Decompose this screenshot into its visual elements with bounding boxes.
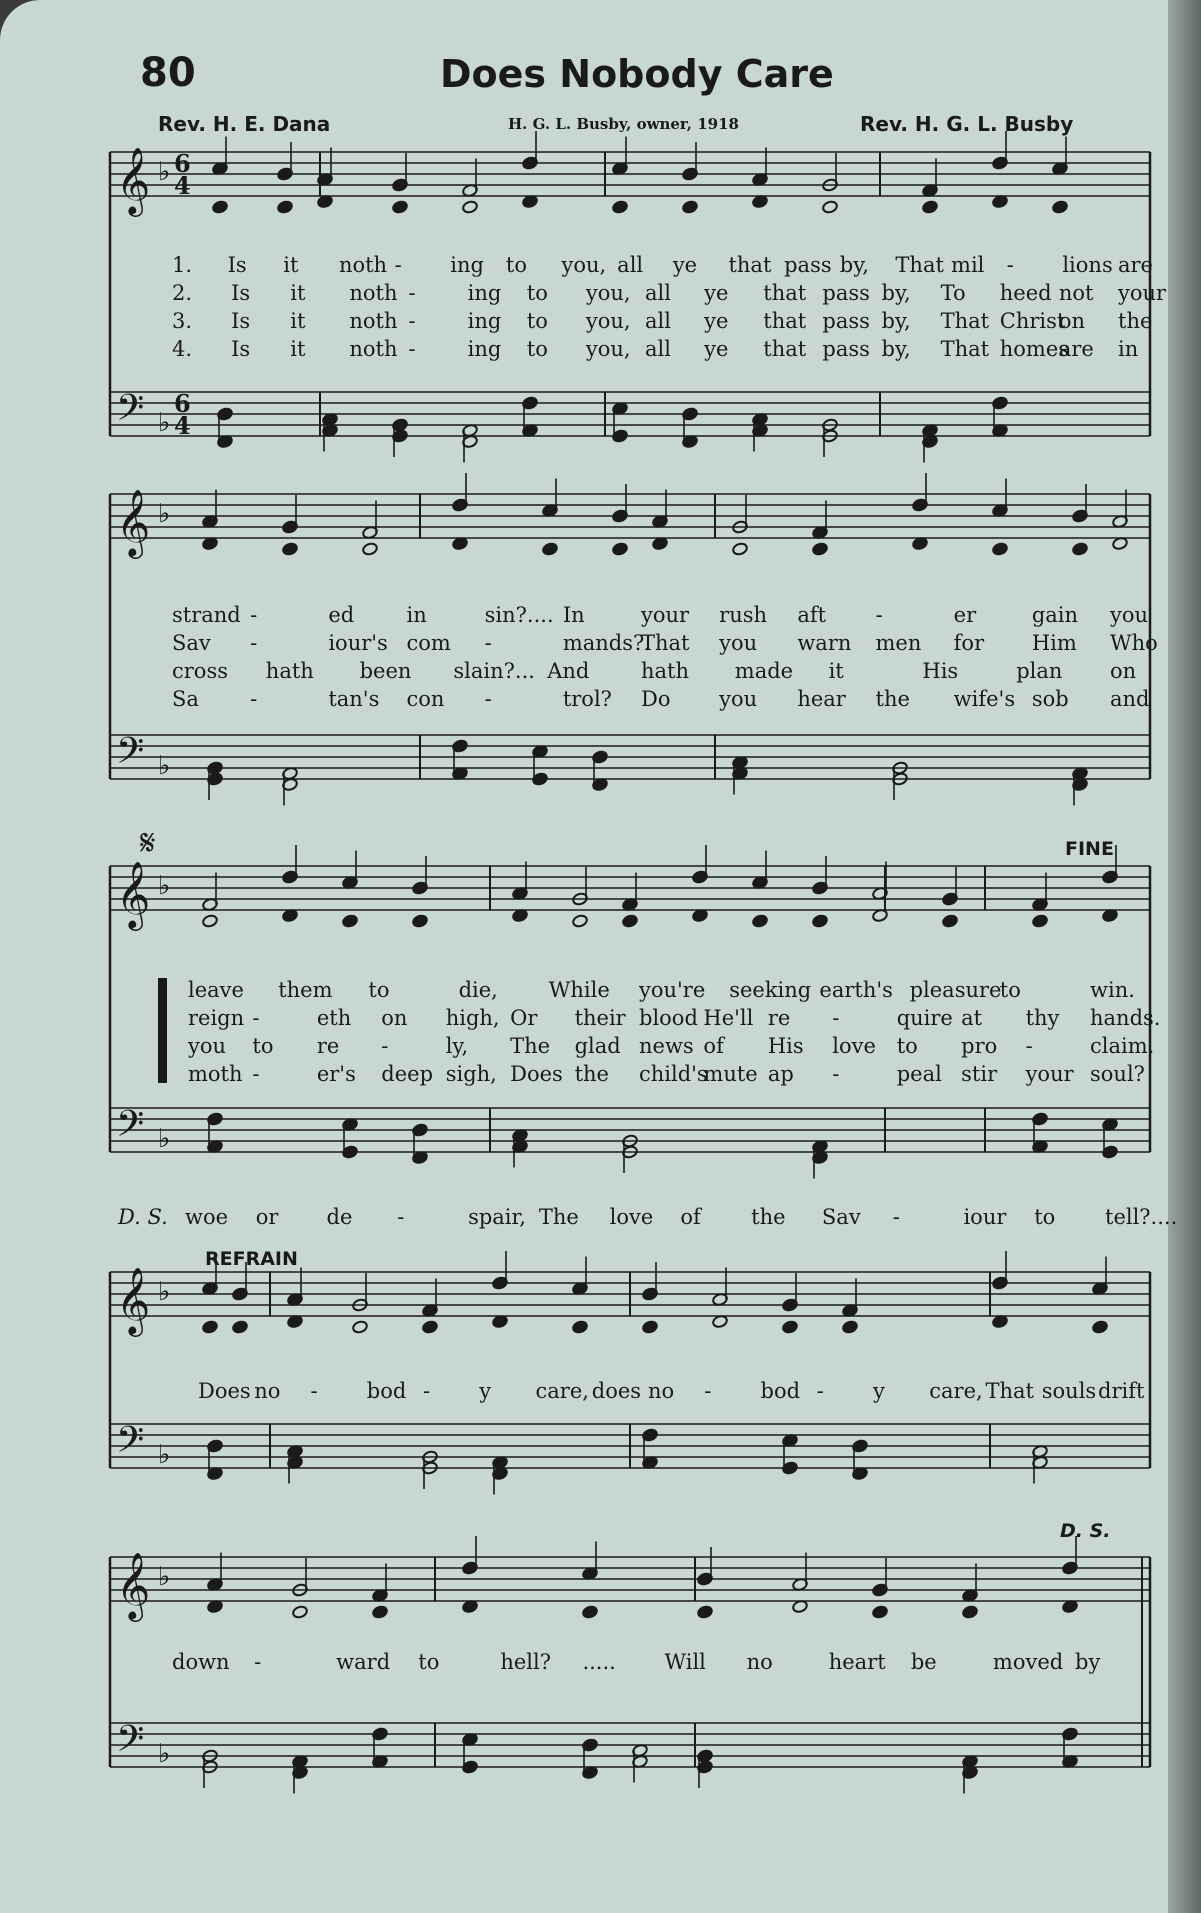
lyric-syllable: -: [875, 603, 883, 627]
lyric-syllable: ed: [328, 603, 355, 627]
lyric-syllable: iour's: [328, 631, 388, 655]
lyric-syllable: That: [940, 337, 990, 361]
lyric-syllable: hear: [797, 687, 846, 711]
lyric-syllable: you: [188, 1034, 227, 1058]
lyric-syllable: -: [250, 603, 258, 627]
lyric-syllable: win.: [1090, 978, 1135, 1002]
lyric-syllable: die,: [458, 978, 498, 1002]
lyric-syllable: Is: [227, 253, 247, 277]
note-head: [572, 1320, 589, 1334]
note-head: [642, 1320, 659, 1334]
copyright-credit: H. G. L. Busby, owner, 1918: [508, 115, 739, 133]
lyric-syllable: your: [641, 603, 690, 627]
lyric-syllable: glad: [574, 1034, 621, 1058]
ds-lyric-syllable: The: [538, 1205, 579, 1229]
note-head: [942, 914, 959, 928]
lyric-syllable: He'll: [703, 1006, 754, 1030]
lyric-syllable: Do: [641, 687, 671, 711]
note-head: [582, 1605, 599, 1619]
lyric-syllable: for: [953, 631, 985, 655]
lyric-syllable: ap: [767, 1062, 794, 1086]
note-head: [202, 914, 219, 928]
lyric-syllable: thy: [1025, 1006, 1060, 1030]
lyric-syllable: claim.: [1090, 1034, 1155, 1058]
lyric-syllable: you: [719, 687, 758, 711]
lyric-syllable: slain?...: [453, 659, 535, 683]
lyric-syllable: -: [484, 631, 492, 655]
lyric-syllable: pro: [961, 1034, 998, 1058]
lyric-syllable: your: [1118, 281, 1167, 305]
note-head: [812, 914, 829, 928]
hymn-number: 80: [140, 50, 196, 96]
note-head: [342, 914, 359, 928]
lyric-syllable: to: [368, 978, 390, 1002]
lyric-syllable: ye: [704, 309, 729, 333]
lyric-syllable: all: [645, 309, 671, 333]
lyric-syllable: strand: [172, 603, 241, 627]
lyric-syllable: the: [574, 1062, 609, 1086]
lyric-syllable: -: [254, 1650, 262, 1674]
lyric-syllable: heart: [828, 1650, 886, 1674]
lyric-syllable: pass: [822, 309, 870, 333]
key-signature-flat: ♭: [158, 751, 171, 781]
lyric-syllable: child's: [639, 1062, 708, 1086]
lyric-syllable: at: [961, 1006, 983, 1030]
ds-lyric-syllable: de: [326, 1205, 353, 1229]
lyric-syllable: -: [408, 281, 416, 305]
note-head: [282, 542, 299, 556]
lyricist-credit: Rev. H. E. Dana: [158, 112, 331, 136]
key-signature-flat: ♭: [158, 157, 171, 187]
refrain-lyric-syllable: -: [310, 1379, 318, 1403]
lyric-syllable: 1.: [172, 253, 193, 277]
lyric-syllable: to: [526, 309, 548, 333]
key-signature-flat: ♭: [158, 1124, 171, 1154]
lyric-syllable: to: [526, 337, 548, 361]
lyric-syllable: are: [1058, 337, 1094, 361]
lyric-syllable: -: [252, 1062, 260, 1086]
note-head: [922, 200, 939, 214]
note-head: [612, 200, 629, 214]
note-head: [392, 200, 409, 214]
segno-sign: 𝄋: [140, 823, 156, 864]
refrain-lyric-syllable: -: [704, 1379, 712, 1403]
lyric-syllable: wife's: [953, 687, 1016, 711]
lyric-syllable: you,: [585, 337, 631, 361]
lyric-syllable: Is: [231, 281, 251, 305]
lyric-syllable: it: [828, 659, 844, 683]
lyric-syllable: Him: [1031, 631, 1077, 655]
lyric-syllable: ing: [467, 337, 502, 361]
refrain-lyric-syllable: care,: [535, 1379, 589, 1403]
lyric-syllable: warn: [797, 631, 852, 655]
lyric-syllable: 2.: [172, 281, 193, 305]
treble-clef: 𝄞: [116, 488, 151, 556]
key-signature-flat: ♭: [158, 1277, 171, 1307]
key-signature-flat: ♭: [158, 1739, 171, 1769]
lyric-syllable: noth: [349, 309, 398, 333]
note-head: [372, 1605, 389, 1619]
bass-clef: 𝄢: [116, 1718, 145, 1769]
lyric-syllable: sob: [1031, 687, 1069, 711]
lyric-syllable: all: [645, 281, 671, 305]
note-head: [462, 200, 479, 214]
lyric-syllable: it: [290, 281, 306, 305]
lyric-syllable: mil: [951, 253, 985, 277]
lyric-syllable: tan's: [328, 687, 380, 711]
lyric-syllable: seeking: [729, 978, 812, 1002]
lyric-syllable: love: [832, 1034, 876, 1058]
ds-lyric-syllable: -: [397, 1205, 405, 1229]
lyric-syllable: ing: [467, 309, 502, 333]
lyric-syllable: -: [832, 1006, 840, 1030]
refrain-lyric-syllable: That: [985, 1379, 1034, 1403]
lyric-syllable: -: [408, 337, 416, 361]
bass-clef: 𝄢: [116, 730, 145, 781]
lyric-syllable: -: [250, 631, 258, 655]
lyric-syllable: you: [1110, 603, 1149, 627]
lyric-syllable: er: [953, 603, 977, 627]
lyric-syllable: re: [767, 1006, 791, 1030]
lyric-syllable: men: [875, 631, 922, 655]
lyric-syllable: all: [617, 253, 644, 277]
time-signature-bottom: 4: [174, 411, 191, 440]
lyric-syllable: That: [895, 253, 944, 277]
lyric-syllable: 4.: [172, 337, 193, 361]
lyric-syllable: homes: [999, 337, 1070, 361]
lyric-syllable: ing: [450, 253, 484, 277]
note-head: [682, 200, 699, 214]
lyric-syllable: .....: [582, 1650, 616, 1674]
lyric-syllable: ly,: [445, 1034, 469, 1058]
key-signature-flat: ♭: [158, 871, 171, 901]
lyric-syllable: you're: [639, 978, 706, 1002]
lyric-syllable: no: [746, 1650, 773, 1674]
lyric-syllable: ing: [467, 281, 502, 305]
refrain-lyric-syllable: -: [423, 1379, 431, 1403]
lyric-syllable: reign: [188, 1006, 245, 1030]
lyric-syllable: To: [940, 281, 966, 305]
lyric-syllable: con: [406, 687, 445, 711]
note-head: [412, 914, 429, 928]
note-head: [872, 1605, 889, 1619]
treble-clef: 𝄞: [116, 146, 151, 214]
note-head: [962, 1605, 979, 1619]
time-signature-top: 6: [174, 149, 191, 178]
lyric-syllable: ward: [336, 1650, 391, 1674]
ds-lyric-syllable: or: [255, 1205, 279, 1229]
refrain-lyric-syllable: no: [254, 1379, 281, 1403]
ds-lyric-syllable: of: [680, 1205, 701, 1229]
lyric-syllable: by,: [881, 281, 911, 305]
treble-clef: 𝄞: [116, 1551, 151, 1619]
note-head: [277, 200, 294, 214]
note-head: [572, 914, 589, 928]
ds-end-marking: D. S.: [1060, 1520, 1111, 1542]
lyric-syllable: -: [408, 309, 416, 333]
lyric-syllable: pass: [822, 281, 870, 305]
ds-lyric-syllable: iour: [963, 1205, 1007, 1229]
lyric-syllable: 3.: [172, 309, 193, 333]
lyric-syllable: by,: [839, 253, 869, 277]
lyric-syllable: moth: [188, 1062, 243, 1086]
note-head: [697, 1605, 714, 1619]
lyric-syllable: er's: [316, 1062, 356, 1086]
lyric-syllable: In: [562, 603, 585, 627]
ds-lyric-syllable: the: [751, 1205, 786, 1229]
lyric-syllable: lions: [1062, 253, 1113, 277]
lyric-syllable: Christ: [999, 309, 1066, 333]
lyric-syllable: While: [548, 978, 610, 1002]
note-head: [422, 1320, 439, 1334]
note-head: [622, 914, 639, 928]
lyric-syllable: on: [381, 1006, 408, 1030]
lyric-syllable: them: [278, 978, 333, 1002]
lyric-syllable: Is: [231, 309, 251, 333]
lyric-syllable: blood: [639, 1006, 698, 1030]
lyric-syllable: their: [574, 1006, 626, 1030]
lyric-syllable: it: [290, 337, 306, 361]
note-head: [1052, 200, 1069, 214]
lyric-syllable: to: [526, 281, 548, 305]
lyric-syllable: Sav: [172, 631, 211, 655]
lyric-syllable: rush: [719, 603, 768, 627]
lyric-syllable: to: [505, 253, 527, 277]
lyric-syllable: in: [1118, 337, 1139, 361]
lyric-syllable: all: [645, 337, 671, 361]
lyric-syllable: not: [1058, 281, 1094, 305]
note-head: [842, 1320, 859, 1334]
note-head: [812, 542, 829, 556]
lyric-syllable: you: [719, 631, 758, 655]
lyric-syllable: -: [1025, 1034, 1033, 1058]
lyric-syllable: that: [763, 337, 807, 361]
note-head: [232, 1320, 249, 1334]
lyric-syllable: the: [875, 687, 910, 711]
note-head: [732, 542, 749, 556]
lyric-syllable: in: [406, 603, 427, 627]
lyric-syllable: heed: [999, 281, 1052, 305]
lyric-syllable: quire: [896, 1006, 953, 1030]
lyric-syllable: ye: [704, 337, 729, 361]
note-head: [362, 542, 379, 556]
lyric-syllable: your: [1025, 1062, 1074, 1086]
lyric-syllable: to: [896, 1034, 918, 1058]
lyric-syllable: Does: [510, 1062, 563, 1086]
note-head: [782, 1320, 799, 1334]
note-head: [822, 200, 839, 214]
lyric-syllable: you,: [561, 253, 607, 277]
lyric-syllable: sigh,: [445, 1062, 497, 1086]
bass-clef: 𝄢: [116, 1103, 145, 1154]
bass-clef: 𝄢: [116, 1419, 145, 1470]
lyric-syllable: soul?: [1090, 1062, 1145, 1086]
lyric-syllable: com: [406, 631, 451, 655]
lyric-syllable: gain: [1031, 603, 1079, 627]
lyric-syllable: pleasure: [909, 978, 1002, 1002]
lyric-syllable: trol?: [562, 687, 612, 711]
lyric-syllable: mute: [703, 1062, 758, 1086]
fine-marking: FINE: [1065, 838, 1114, 860]
lyric-syllable: sin?....: [484, 603, 554, 627]
lyric-syllable: stir: [961, 1062, 998, 1086]
hymn-title: Does Nobody Care: [440, 52, 834, 96]
refrain-lyric-syllable: bod: [760, 1379, 801, 1403]
lyric-syllable: -: [1006, 253, 1014, 277]
lyric-syllable: that: [763, 281, 807, 305]
refrain-lyric-syllable: no: [648, 1379, 675, 1403]
ds-lyric-syllable: Sav: [821, 1205, 861, 1229]
lyric-syllable: to: [252, 1034, 274, 1058]
note-head: [542, 542, 559, 556]
lyric-syllable: mands?.: [562, 631, 651, 655]
lyric-syllable: eth: [316, 1006, 352, 1030]
lyric-syllable: re: [316, 1034, 340, 1058]
ds-label: D. S.: [118, 1205, 168, 1229]
ds-lyric-syllable: -: [892, 1205, 900, 1229]
lyric-syllable: ye: [704, 281, 729, 305]
lyric-syllable: peal: [896, 1062, 942, 1086]
lyric-syllable: to: [418, 1650, 440, 1674]
ds-lyric-syllable: love: [609, 1205, 654, 1229]
lyric-syllable: hell?: [500, 1650, 552, 1674]
lyric-syllable: by: [1075, 1650, 1101, 1674]
lyric-syllable: and: [1110, 687, 1150, 711]
lyric-syllable: noth: [338, 253, 388, 277]
lyric-syllable: His: [767, 1034, 804, 1058]
lyric-syllable: down: [172, 1650, 230, 1674]
note-head: [352, 1320, 369, 1334]
lyric-syllable: that: [728, 253, 772, 277]
treble-clef: 𝄞: [116, 1266, 151, 1334]
treble-clef: 𝄞: [116, 860, 151, 928]
lyric-syllable: plan: [1016, 659, 1063, 683]
lyric-syllable: made: [734, 659, 794, 683]
lyric-syllable: -: [250, 687, 258, 711]
refrain-lyric-syllable: y: [479, 1379, 492, 1403]
refrain-lyric-syllable: does: [591, 1379, 642, 1403]
lyric-syllable: by,: [881, 309, 911, 333]
note-head: [752, 914, 769, 928]
lyric-syllable: it: [290, 309, 306, 333]
note-head: [202, 1320, 219, 1334]
refrain-lyric-syllable: bod: [366, 1379, 407, 1403]
lyric-syllable: ye: [672, 253, 698, 277]
lyric-syllable: His: [922, 659, 959, 683]
lyric-syllable: hath: [641, 659, 690, 683]
lyric-syllable: hath: [265, 659, 314, 683]
composer-credit: Rev. H. G. L. Busby: [860, 112, 1074, 136]
key-signature-flat: ♭: [158, 499, 171, 529]
lyric-syllable: it: [283, 253, 299, 277]
refrain-lyric-syllable: Does: [198, 1379, 251, 1403]
lyric-syllable: That: [641, 631, 690, 655]
lyric-syllable: aft: [797, 603, 827, 627]
lyric-syllable: pass: [822, 337, 870, 361]
ds-lyric-syllable: tell?....: [1105, 1205, 1178, 1229]
lyric-syllable: -: [484, 687, 492, 711]
lyric-syllable: be: [910, 1650, 937, 1674]
lyric-syllable: noth: [349, 281, 398, 305]
lyric-syllable: on: [1110, 659, 1137, 683]
lyric-syllable: -: [394, 253, 402, 277]
lyric-syllable: That: [940, 309, 990, 333]
lyric-syllable: hands.: [1090, 1006, 1161, 1030]
ds-lyric-syllable: to: [1034, 1205, 1056, 1229]
bass-clef: 𝄢: [116, 387, 145, 438]
ds-lyric-syllable: woe: [185, 1205, 229, 1229]
refrain-lyric-syllable: drift: [1098, 1379, 1145, 1403]
lyric-syllable: And: [547, 659, 590, 683]
note-head: [292, 1605, 309, 1619]
time-signature-top: 6: [174, 389, 191, 418]
lyric-syllable: Who: [1110, 631, 1158, 655]
lyric-syllable: to: [999, 978, 1021, 1002]
refrain-marking: REFRAIN: [205, 1248, 298, 1270]
note-head: [212, 200, 229, 214]
refrain-lyric-syllable: y: [873, 1379, 885, 1403]
lyric-syllable: the: [1118, 309, 1153, 333]
lyric-syllable: news: [639, 1034, 694, 1058]
lyric-syllable: that: [763, 309, 807, 333]
lyric-syllable: earth's: [819, 978, 893, 1002]
key-signature-flat: ♭: [158, 1440, 171, 1470]
lyric-syllable: The: [510, 1034, 551, 1058]
lyric-syllable: Is: [231, 337, 251, 361]
lyric-syllable: pass: [784, 253, 832, 277]
lyric-syllable: moved: [992, 1650, 1064, 1674]
note-head: [1032, 914, 1049, 928]
note-head: [1092, 1320, 1109, 1334]
lyric-syllable: you,: [585, 281, 631, 305]
lyric-syllable: by,: [881, 337, 911, 361]
refrain-lyric-syllable: souls: [1041, 1379, 1097, 1403]
key-signature-flat: ♭: [158, 408, 171, 438]
time-signature-bottom: 4: [174, 171, 191, 200]
verse-bracket: [158, 978, 167, 1083]
lyric-syllable: high,: [445, 1006, 500, 1030]
refrain-lyric-syllable: -: [816, 1379, 824, 1403]
lyric-syllable: leave: [188, 978, 244, 1002]
lyric-syllable: been: [359, 659, 412, 683]
ds-lyric-syllable: spair,: [468, 1205, 526, 1229]
lyric-syllable: -: [381, 1034, 389, 1058]
lyric-syllable: on: [1058, 309, 1086, 333]
note-head: [992, 542, 1009, 556]
note-head: [1072, 542, 1089, 556]
refrain-lyric-syllable: care,: [929, 1379, 983, 1403]
lyric-syllable: are: [1118, 253, 1153, 277]
lyric-syllable: you,: [585, 309, 631, 333]
lyric-syllable: noth: [349, 337, 398, 361]
lyric-syllable: Sa: [172, 687, 199, 711]
note-head: [612, 542, 629, 556]
lyric-syllable: -: [252, 1006, 260, 1030]
lyric-syllable: deep: [381, 1062, 434, 1086]
lyric-syllable: Or: [510, 1006, 538, 1030]
lyric-syllable: cross: [172, 659, 228, 683]
lyric-syllable: of: [703, 1034, 724, 1058]
key-signature-flat: ♭: [158, 1562, 171, 1592]
lyric-syllable: -: [832, 1062, 840, 1086]
lyric-syllable: Will: [664, 1650, 706, 1674]
